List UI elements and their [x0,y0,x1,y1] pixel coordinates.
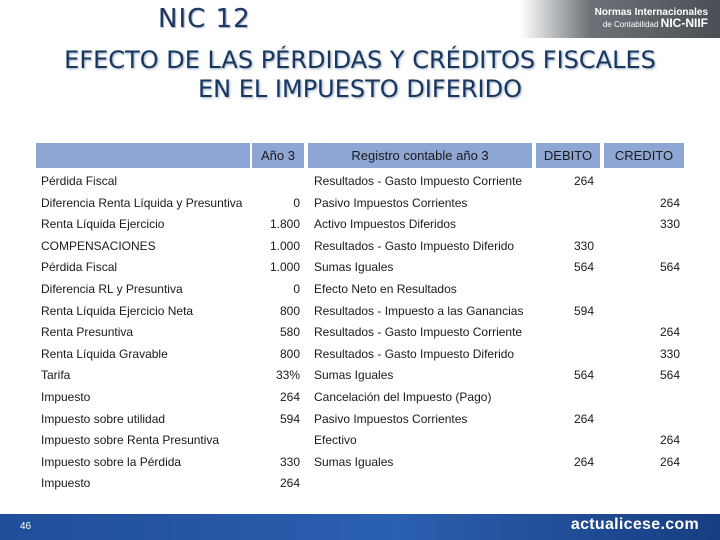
row-account: Resultados - Gasto Impuesto Diferido [314,347,515,361]
row-account: Activo Impuestos Diferidos [314,217,457,231]
header-year: Año 3 [261,148,295,163]
row-value: 0 [293,282,300,296]
row-label: Diferencia RL y Presuntiva [41,282,183,296]
row-credit: 264 [659,455,680,469]
table-row [0,452,720,473]
brand-logo [520,0,720,38]
table-row [0,193,720,214]
row-value: 0 [293,196,300,210]
slide-title-line1: EFECTO DE LAS PÉRDIDAS Y CRÉDITOS FISCALES [64,46,656,74]
header-credito: CREDITO [614,148,674,163]
row-account: Resultados - Gasto Impuesto Corriente [314,325,523,339]
row-credit: 564 [659,260,680,274]
row-account: Cancelación del Impuesto (Pago) [314,390,492,404]
header-bar-left [36,143,250,168]
row-credit: 330 [659,347,680,361]
table-row [0,344,720,365]
row-debit: 330 [573,239,594,253]
row-label: COMPENSACIONES [41,239,156,253]
table-row [0,279,720,300]
row-value: 1.000 [269,260,300,274]
row-label: Tarifa [41,368,71,382]
row-account: Resultados - Gasto Impuesto Corriente [314,174,523,188]
brand-line2-small: de Contabilidad [602,20,659,29]
row-account: Efectivo [314,433,357,447]
footer-bar [0,514,720,540]
row-debit: 564 [573,368,594,382]
row-account: Pasivo Impuestos Corrientes [314,196,468,210]
row-value: 330 [279,455,300,469]
row-account: Efecto Neto en Resultados [314,282,457,296]
row-account: Pasivo Impuestos Corrientes [314,412,468,426]
row-label: Impuesto sobre Renta Presuntiva [41,433,220,447]
row-credit: 264 [659,433,680,447]
table-row [0,409,720,430]
row-label: Impuesto sobre utilidad [41,412,166,426]
row-label: Renta Líquida Ejercicio Neta [41,304,194,318]
table-row [0,257,720,278]
nic-title: NIC 12 [158,4,251,34]
brand-line1: Normas Internacionales [594,7,708,18]
row-label: Impuesto [41,390,91,404]
row-label: Renta Líquida Gravable [41,347,168,361]
page-number: 46 [20,521,32,532]
row-value: 1.800 [269,217,300,231]
row-label: Renta Presuntiva [41,325,134,339]
brand-line2-big: NIC-NIIF [660,16,708,30]
row-debit: 264 [573,412,594,426]
row-label: Renta Líquida Ejercicio [41,217,165,231]
table-row [0,171,720,192]
row-value: 800 [279,347,300,361]
row-account: Resultados - Gasto Impuesto Diferido [314,239,515,253]
row-label: Pérdida Fiscal [41,174,118,188]
slide-title [0,46,720,104]
header-registro: Registro contable año 3 [351,148,489,163]
table-row [0,236,720,257]
table-row [0,365,720,386]
row-debit: 264 [573,455,594,469]
row-credit: 264 [659,196,680,210]
header-debito: DEBITO [543,148,593,163]
row-value: 264 [279,390,300,404]
table-row [0,387,720,408]
table-row [0,430,720,451]
slide-title-line2: EN EL IMPUESTO DIFERIDO [198,75,522,103]
site-logo: actualicese.com [570,516,699,533]
row-account: Resultados - Impuesto a las Ganancias [314,304,524,318]
row-credit: 330 [659,217,680,231]
row-credit: 264 [659,325,680,339]
row-value: 594 [279,412,300,426]
row-account: Sumas Iguales [314,368,394,382]
table-row [0,473,720,494]
row-credit: 564 [659,368,680,382]
row-debit: 594 [573,304,594,318]
row-label: Pérdida Fiscal [41,260,118,274]
row-value: 800 [279,304,300,318]
row-label: Impuesto [41,476,91,490]
row-label: Diferencia Renta Líquida y Presuntiva [41,196,243,210]
row-debit: 564 [573,260,594,274]
row-value: 264 [279,476,300,490]
brand-line2 [520,18,708,30]
table-row [0,214,720,235]
row-account: Sumas Iguales [314,455,394,469]
row-debit: 264 [573,174,594,188]
row-account: Sumas Iguales [314,260,394,274]
row-value: 1.000 [269,239,300,253]
row-value: 33% [275,368,300,382]
table-row [0,322,720,343]
row-label: Impuesto sobre la Pérdida [41,455,182,469]
row-value: 580 [279,325,300,339]
table-row [0,301,720,322]
